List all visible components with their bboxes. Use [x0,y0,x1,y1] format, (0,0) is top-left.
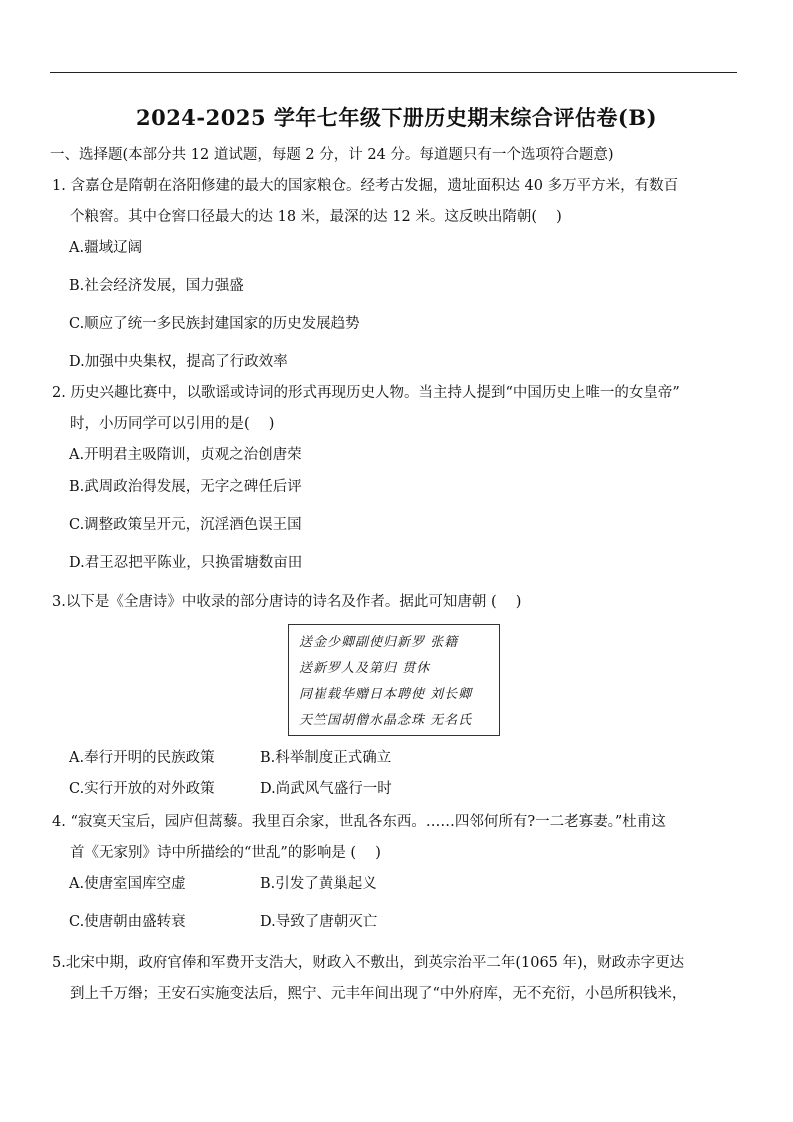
poem-entry: 天竺国胡僧水晶念珠 无名氏 [299,713,473,728]
poem-entry: 送金少卿副使归新罗 张籍 [299,635,459,650]
q5-stem-line1: 5.北宋中期，政府官俸和军费开支浩大，财政入不敷出，到英宗治平二年(1065 年)，财政赤字更达 [52,955,685,971]
q2-option-c: C.调整政策呈开元，沉淫酒色误王国 [69,517,302,533]
q2-option-d: D.君王忍把平陈业，只换雷塘数亩田 [69,555,303,571]
header-rule [50,72,737,73]
poem-entry: 同崔载华赠日本聘使 刘长卿 [299,687,473,702]
q1-option-b: B.社会经济发展，国力强盛 [69,278,244,294]
q5-stem-line2: 到上千万缗；王安石实施变法后，熙宁、元丰年间出现了“中外府库，无不充衍，小邑所积钱米， [70,986,687,1002]
q2-option-a: A.开明君主吸隋训，贞观之治创唐荣 [69,447,302,463]
q2-stem-line1: 2. 历史兴趣比赛中，以歌谣或诗词的形式再现历史人物。当主持人提到“中国历史上唯一的女皇帝” [52,385,680,401]
q1-option-a: A.疆域辽阔 [69,240,143,256]
q4-option-c: C.使唐朝由盛转衰 [69,914,186,930]
q3-option-d: D.尚武风气盛行一时 [260,781,392,797]
page-title: 2024-2025 学年七年级下册历史期末综合评估卷(B) [135,105,658,130]
q1-stem-line1: 1. 含嘉仓是隋朝在洛阳修建的最大的国家粮仓。经考古发掘，遗址面积达 40 多万平方米，有数百 [52,178,679,194]
q1-option-d: D.加强中央集权，提高了行政效率 [69,354,288,370]
q3-stem-line1: 3.以下是《全唐诗》中收录的部分唐诗的诗名及作者。据此可知唐朝 ( ) [52,594,522,610]
poem-list-box [288,624,500,736]
q3-option-b: B.科举制度正式确立 [260,750,392,766]
q3-option-c: C.实行开放的对外政策 [69,781,215,797]
q1-stem-line2: 个粮窖。其中仓窖口径最大的达 18 米，最深的达 12 米。这反映出隋朝( ) [70,209,562,225]
q2-stem-line2: 时，小历同学可以引用的是( ) [70,416,275,432]
q4-stem-line1: 4. “寂寞天宝后，园庐但蒿藜。我里百余家，世乱各东西。……四邻何所有?一二老寡妻。”杜甫这 [52,814,666,830]
q2-option-b: B.武周政治得发展，无字之碑任后评 [69,479,302,495]
q4-option-a: A.使唐室国库空虚 [69,876,186,892]
q1-option-c: C.顺应了统一多民族封建国家的历史发展趋势 [69,316,360,332]
q4-stem-line2: 首《无家别》诗中所描绘的“世乱”的影响是 ( ) [70,845,381,861]
poem-entry: 送新罗人及第归 贯休 [299,661,431,676]
section-heading: 一、选择题(本部分共 12 道试题，每题 2 分，计 24 分。每道题只有一个选项符合题意) [50,147,614,163]
q4-option-d: D.导致了唐朝灭亡 [260,914,378,930]
q3-option-a: A.奉行开明的民族政策 [69,750,215,766]
q4-option-b: B.引发了黄巢起义 [260,876,377,892]
